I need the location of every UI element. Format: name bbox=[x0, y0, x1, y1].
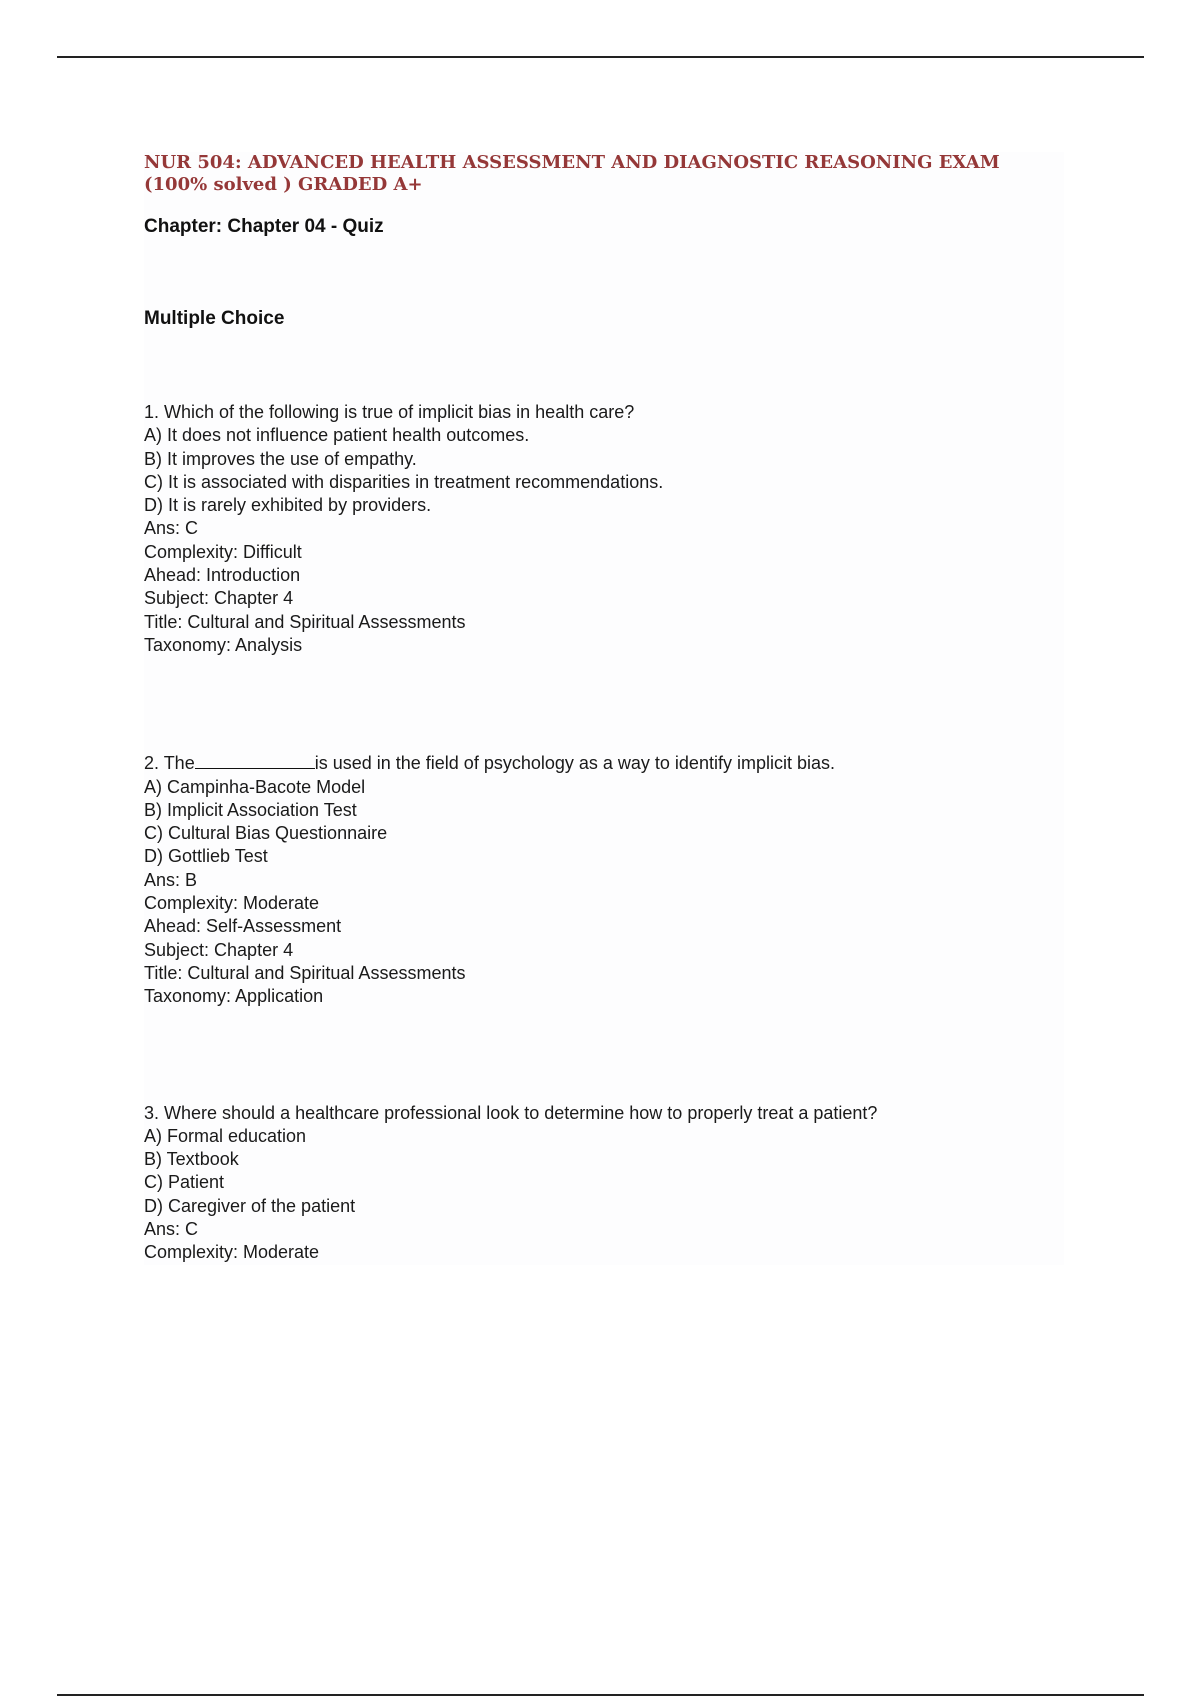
taxonomy: Taxonomy: Analysis bbox=[144, 634, 303, 655]
option-b: B) Textbook bbox=[144, 1149, 239, 1170]
answer: Ans: C bbox=[144, 518, 199, 539]
taxonomy: Taxonomy: Application bbox=[144, 986, 324, 1007]
option-b: B) Implicit Association Test bbox=[144, 799, 357, 820]
option-b: B) It improves the use of empathy. bbox=[144, 448, 417, 469]
option-c: C) Cultural Bias Questionnaire bbox=[144, 823, 388, 844]
stem-before-blank: 2. The bbox=[144, 753, 195, 774]
question-stem: 1. Which of the following is true of implicit bias in health care? bbox=[144, 402, 635, 422]
page-content bbox=[144, 152, 1064, 1265]
subject: Subject: Chapter 4 bbox=[144, 588, 294, 609]
option-c: C) Patient bbox=[144, 1172, 225, 1193]
question-2 bbox=[144, 750, 1064, 1008]
subject: Subject: Chapter 4 bbox=[144, 939, 294, 960]
stem-after-blank: is used in the field of psychology as a way to identify implicit bias. bbox=[314, 753, 835, 774]
question-stem: 3. Where should a healthcare professional look to determine how to properly treat a patient? bbox=[144, 1102, 878, 1123]
option-a: A) Formal education bbox=[144, 1125, 307, 1146]
complexity: Complexity: Difficult bbox=[144, 541, 302, 562]
complexity: Complexity: Moderate bbox=[144, 893, 320, 914]
option-d: D) Gottlieb Test bbox=[144, 846, 268, 867]
top-rule bbox=[57, 56, 1144, 58]
option-a: A) Campinha-Bacote Model bbox=[144, 776, 366, 797]
topic-title: Title: Cultural and Spiritual Assessments bbox=[144, 962, 466, 983]
answer: Ans: B bbox=[144, 869, 198, 890]
document-title: NUR 504: ADVANCED HEALTH ASSESSMENT AND DIAGNOSTIC REASONING EXAM (100% solved ) GRADED A+ bbox=[144, 152, 1000, 195]
option-c: C) It is associated with disparities in treatment recommendations. bbox=[144, 471, 664, 492]
ahead: Ahead: Introduction bbox=[144, 565, 301, 586]
question-1 bbox=[144, 401, 1064, 657]
ahead: Ahead: Self-Assessment bbox=[144, 916, 342, 937]
option-d: D) Caregiver of the patient bbox=[144, 1195, 356, 1216]
question-stem bbox=[144, 750, 1064, 775]
question-list bbox=[144, 401, 1064, 1265]
question-3 bbox=[144, 1102, 1064, 1265]
option-a: A) It does not influence patient health outcomes. bbox=[144, 425, 530, 446]
topic-title: Title: Cultural and Spiritual Assessments bbox=[144, 611, 466, 632]
bottom-rule bbox=[57, 1694, 1144, 1696]
chapter-heading: Chapter: Chapter 04 - Quiz bbox=[144, 216, 384, 237]
fill-in-blank bbox=[195, 750, 315, 769]
complexity: Complexity: Moderate bbox=[144, 1242, 320, 1263]
section-heading: Multiple Choice bbox=[144, 308, 285, 329]
answer: Ans: C bbox=[144, 1219, 199, 1240]
option-d: D) It is rarely exhibited by providers. bbox=[144, 495, 432, 516]
